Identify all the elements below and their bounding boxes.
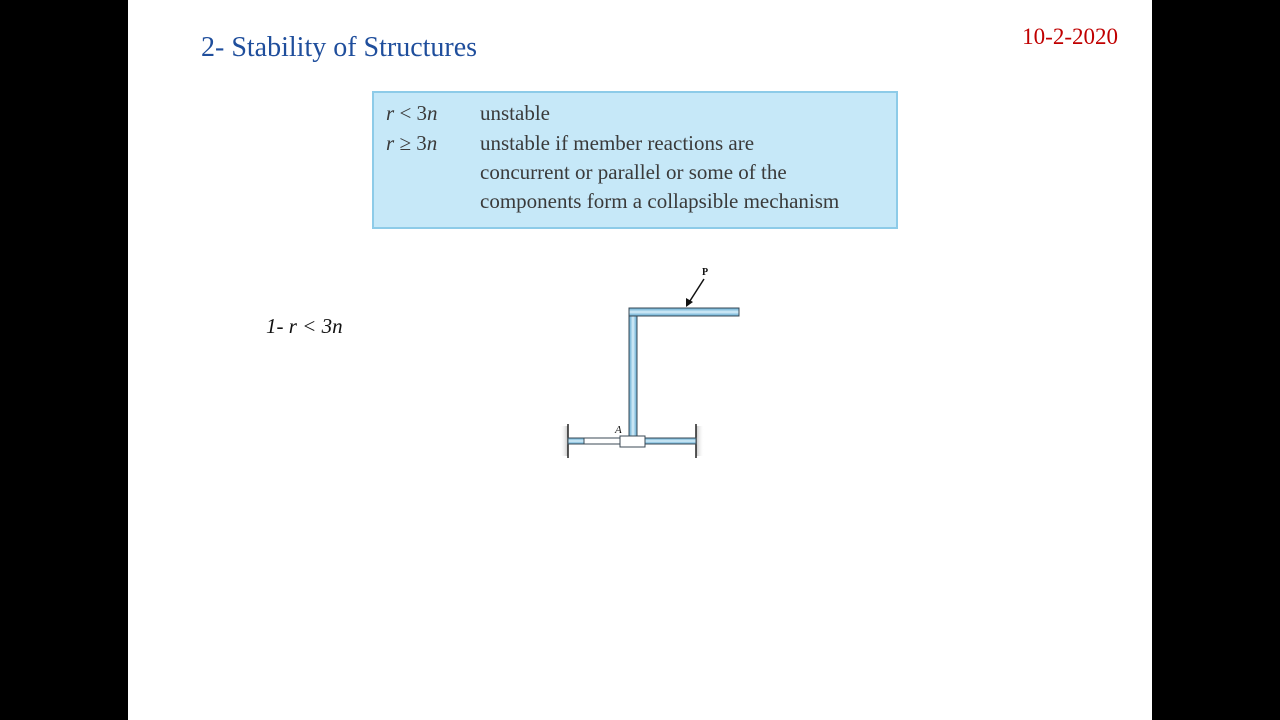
load-label: P: [702, 267, 709, 278]
case-label: 1- r < 3n: [266, 314, 343, 338]
right-wall-shade: [696, 426, 704, 456]
rule-text: unstable: [480, 101, 550, 125]
stability-rule-box: [372, 91, 898, 229]
rule-text: concurrent or parallel or some of the: [480, 160, 787, 184]
sliding-collar: [620, 436, 645, 447]
slide-date: 10-2-2020: [1022, 24, 1118, 49]
load-arrow-head: [686, 298, 693, 307]
structure-figure: [558, 260, 758, 470]
rule-text: unstable if member reactions are: [480, 131, 755, 155]
guide-rod-left-tip: [568, 438, 584, 444]
rule-condition: r ≥ 3n: [386, 131, 438, 155]
top-member: [629, 308, 739, 316]
load-arrow: [688, 279, 704, 304]
slide: [128, 0, 1152, 720]
rule-condition: r < 3n: [386, 101, 438, 125]
guide-rod-right: [644, 438, 696, 444]
rule-text: components form a collapsible mechanism: [480, 189, 840, 213]
slide-title: 2- Stability of Structures: [201, 32, 478, 63]
vertical-member: [629, 308, 637, 438]
left-wall-shade: [560, 426, 568, 456]
point-label: A: [615, 424, 622, 436]
